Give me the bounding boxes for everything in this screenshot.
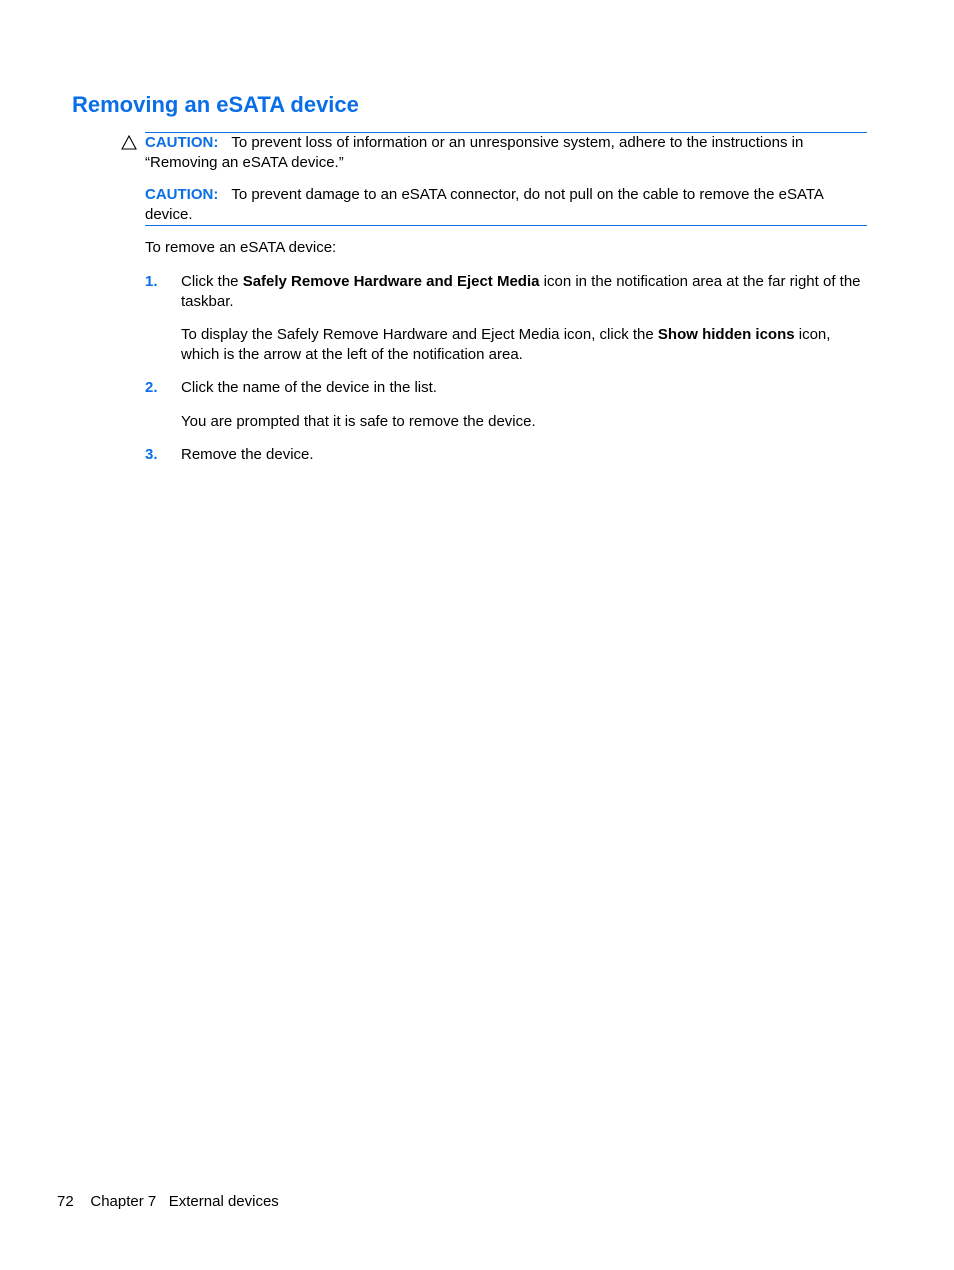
caution-text: To prevent loss of information or an unresponsive system, adhere to the instructions in “Removing an eSATA device.” bbox=[145, 134, 804, 171]
step-number: 3. bbox=[145, 446, 158, 463]
step-number: 1. bbox=[145, 273, 158, 290]
step-note bbox=[181, 325, 871, 364]
chapter-title: External devices bbox=[168, 1193, 279, 1210]
step-text: Click the name of the device in the list. bbox=[181, 379, 437, 396]
step-note-part: icon, which is the arrow at the left of the notification area. bbox=[181, 326, 831, 363]
page-footer bbox=[57, 1192, 279, 1212]
step-text bbox=[181, 272, 871, 311]
section-heading: Removing an eSATA device bbox=[72, 92, 359, 117]
chapter-label: Chapter 7 bbox=[90, 1193, 157, 1210]
caution-note-2 bbox=[145, 185, 860, 224]
step-text-part: Click the bbox=[181, 273, 243, 290]
step-text-part: icon in the notification area at the far right of the taskbar. bbox=[181, 273, 861, 310]
ui-element-name: Show hidden icons bbox=[657, 326, 795, 343]
step-number: 2. bbox=[145, 379, 158, 396]
step-note: You are prompted that it is safe to remove the device. bbox=[181, 413, 536, 430]
caution-text: To prevent damage to an eSATA connector, do not pull on the cable to remove the eSATA device. bbox=[145, 186, 824, 223]
page-number: 72 bbox=[57, 1193, 74, 1210]
caution-label: CAUTION: bbox=[145, 134, 219, 151]
step-note-part: To display the Safely Remove Hardware and Eject Media icon, click the bbox=[181, 326, 658, 343]
step-text: Remove the device. bbox=[181, 446, 314, 463]
warning-triangle-icon bbox=[120, 134, 138, 152]
caution-label: CAUTION: bbox=[145, 186, 219, 203]
caution-box bbox=[145, 132, 867, 226]
caution-note-1 bbox=[145, 133, 860, 172]
ui-element-name: Safely Remove Hardware and Eject Media bbox=[242, 273, 540, 290]
intro-text: To remove an eSATA device: bbox=[145, 239, 337, 256]
